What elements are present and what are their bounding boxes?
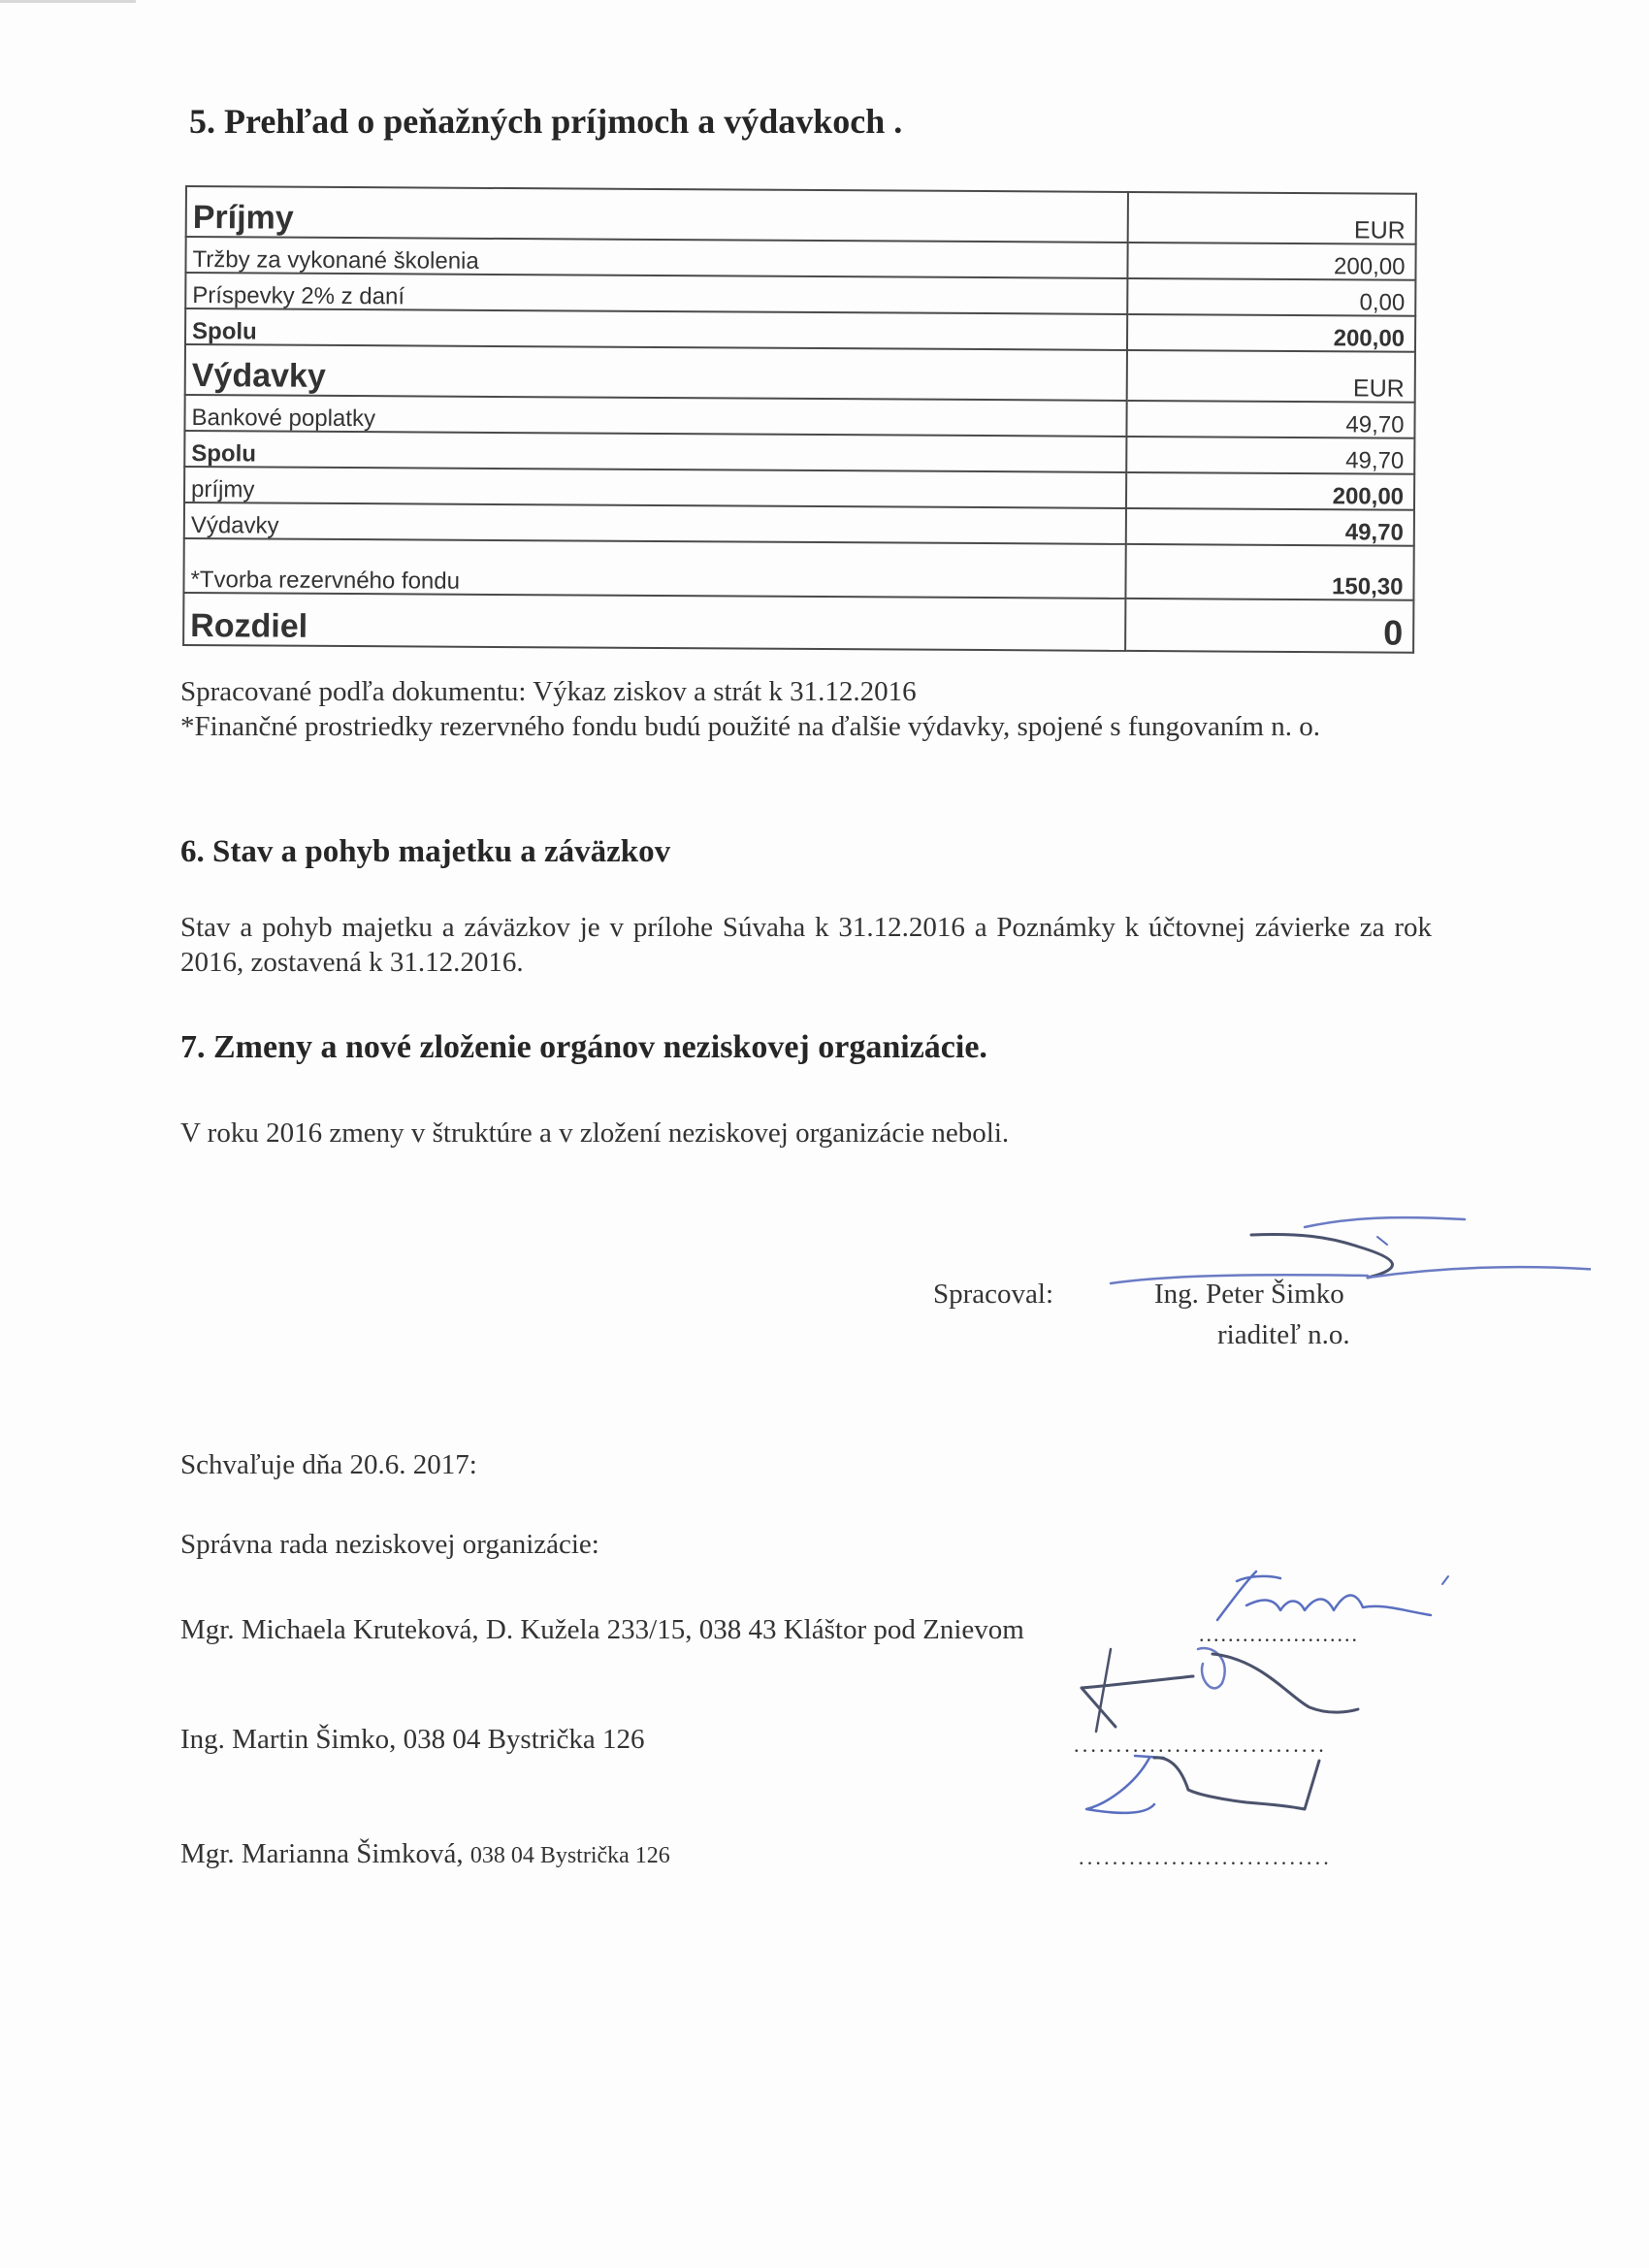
- row-label: Rozdiel: [183, 593, 1125, 651]
- row-value: EUR: [1126, 350, 1415, 403]
- source-note: Spracované podľa dokumentu: Výkaz ziskov a strát k 31.12.2016: [180, 676, 917, 707]
- row-label: Spolu: [185, 308, 1127, 350]
- row-value: 49,70: [1126, 508, 1414, 546]
- row-value: 200,00: [1126, 472, 1414, 510]
- signature-line: ......................: [1199, 1622, 1359, 1646]
- section-7-text: V roku 2016 zmeny v štruktúre a v zložení neziskovej organizácie neboli.: [180, 1118, 1010, 1149]
- row-label: Tržby za vykonané školenia: [185, 237, 1127, 278]
- row-value: 0: [1125, 599, 1414, 653]
- row-label: *Tvorba rezervného fondu: [183, 538, 1125, 599]
- member-name-address: Mgr. Michaela Kruteková, D. Kužela 233/15, 038 43 Kláštor pod Znievom: [180, 1614, 1024, 1645]
- board-member: [180, 1724, 644, 1756]
- board-title: Správna rada neziskovej organizácie:: [180, 1529, 599, 1560]
- prepared-by-role: riaditeľ n.o.: [1217, 1319, 1350, 1350]
- table-row-income-header: [186, 186, 1416, 244]
- row-value: EUR: [1127, 192, 1416, 244]
- scan-artifact: [0, 0, 136, 3]
- board-member: [180, 1838, 670, 1870]
- income-expense-table: [182, 185, 1417, 654]
- row-value: 0,00: [1127, 278, 1415, 316]
- row-value: 49,70: [1126, 437, 1414, 474]
- section-7-heading: 7. Zmeny a nové zloženie orgánov neziskovej organizácie.: [180, 1029, 987, 1065]
- row-label: Príspevky 2% z daní: [185, 273, 1127, 314]
- row-label: Výdavky: [184, 502, 1126, 544]
- row-value: 150,30: [1125, 544, 1414, 600]
- member-address-small: 038 04 Bystrička 126: [469, 1843, 670, 1868]
- row-value: 49,70: [1126, 401, 1414, 438]
- signature-line: ..............................: [1074, 1733, 1327, 1757]
- section-6-heading: 6. Stav a pohyb majetku a záväzkov: [180, 834, 671, 869]
- table-row-difference: [183, 593, 1413, 653]
- member-name-address: Ing. Martin Šimko, 038 04 Bystrička 126: [180, 1724, 645, 1755]
- row-label: Príjmy: [186, 186, 1128, 243]
- prepared-by-name: Ing. Peter Šimko: [1154, 1279, 1344, 1310]
- marianna-signature: [1077, 1746, 1368, 1833]
- member-name-address: Mgr. Marianna Šimková,: [180, 1838, 470, 1869]
- section-6-text: Stav a pohyb majetku a záväzkov je v prílohe Súvaha k 31.12.2016 a Poznámky k účtovnej závierke za rok 2016, zostavená k 31.12.2016.: [180, 912, 1432, 978]
- prepared-by-label: Spracoval:: [933, 1279, 1054, 1310]
- table-row-reserve-fund: [183, 538, 1413, 600]
- reserve-fund-footnote: *Finančné prostriedky rezervného fondu budú použité na ďalšie výdavky, spojené s fungovaním n. o.: [180, 711, 1320, 742]
- table-row-expense-header: [185, 344, 1415, 403]
- approval-date: Schvaľuje dňa 20.6. 2017:: [180, 1449, 477, 1480]
- martin-signature: [1077, 1639, 1368, 1736]
- row-label: Bankové poplatky: [184, 395, 1126, 437]
- board-member: [180, 1614, 1024, 1646]
- row-label: Výdavky: [185, 344, 1127, 401]
- row-value: 200,00: [1127, 314, 1415, 352]
- signature-line: ..............................: [1079, 1845, 1332, 1869]
- row-label: Spolu: [184, 431, 1126, 472]
- row-label: príjmy: [184, 467, 1126, 508]
- section-5-heading: 5. Prehľad o peňažných príjmoch a výdavkoch .: [189, 102, 903, 141]
- row-value: 200,00: [1127, 243, 1415, 280]
